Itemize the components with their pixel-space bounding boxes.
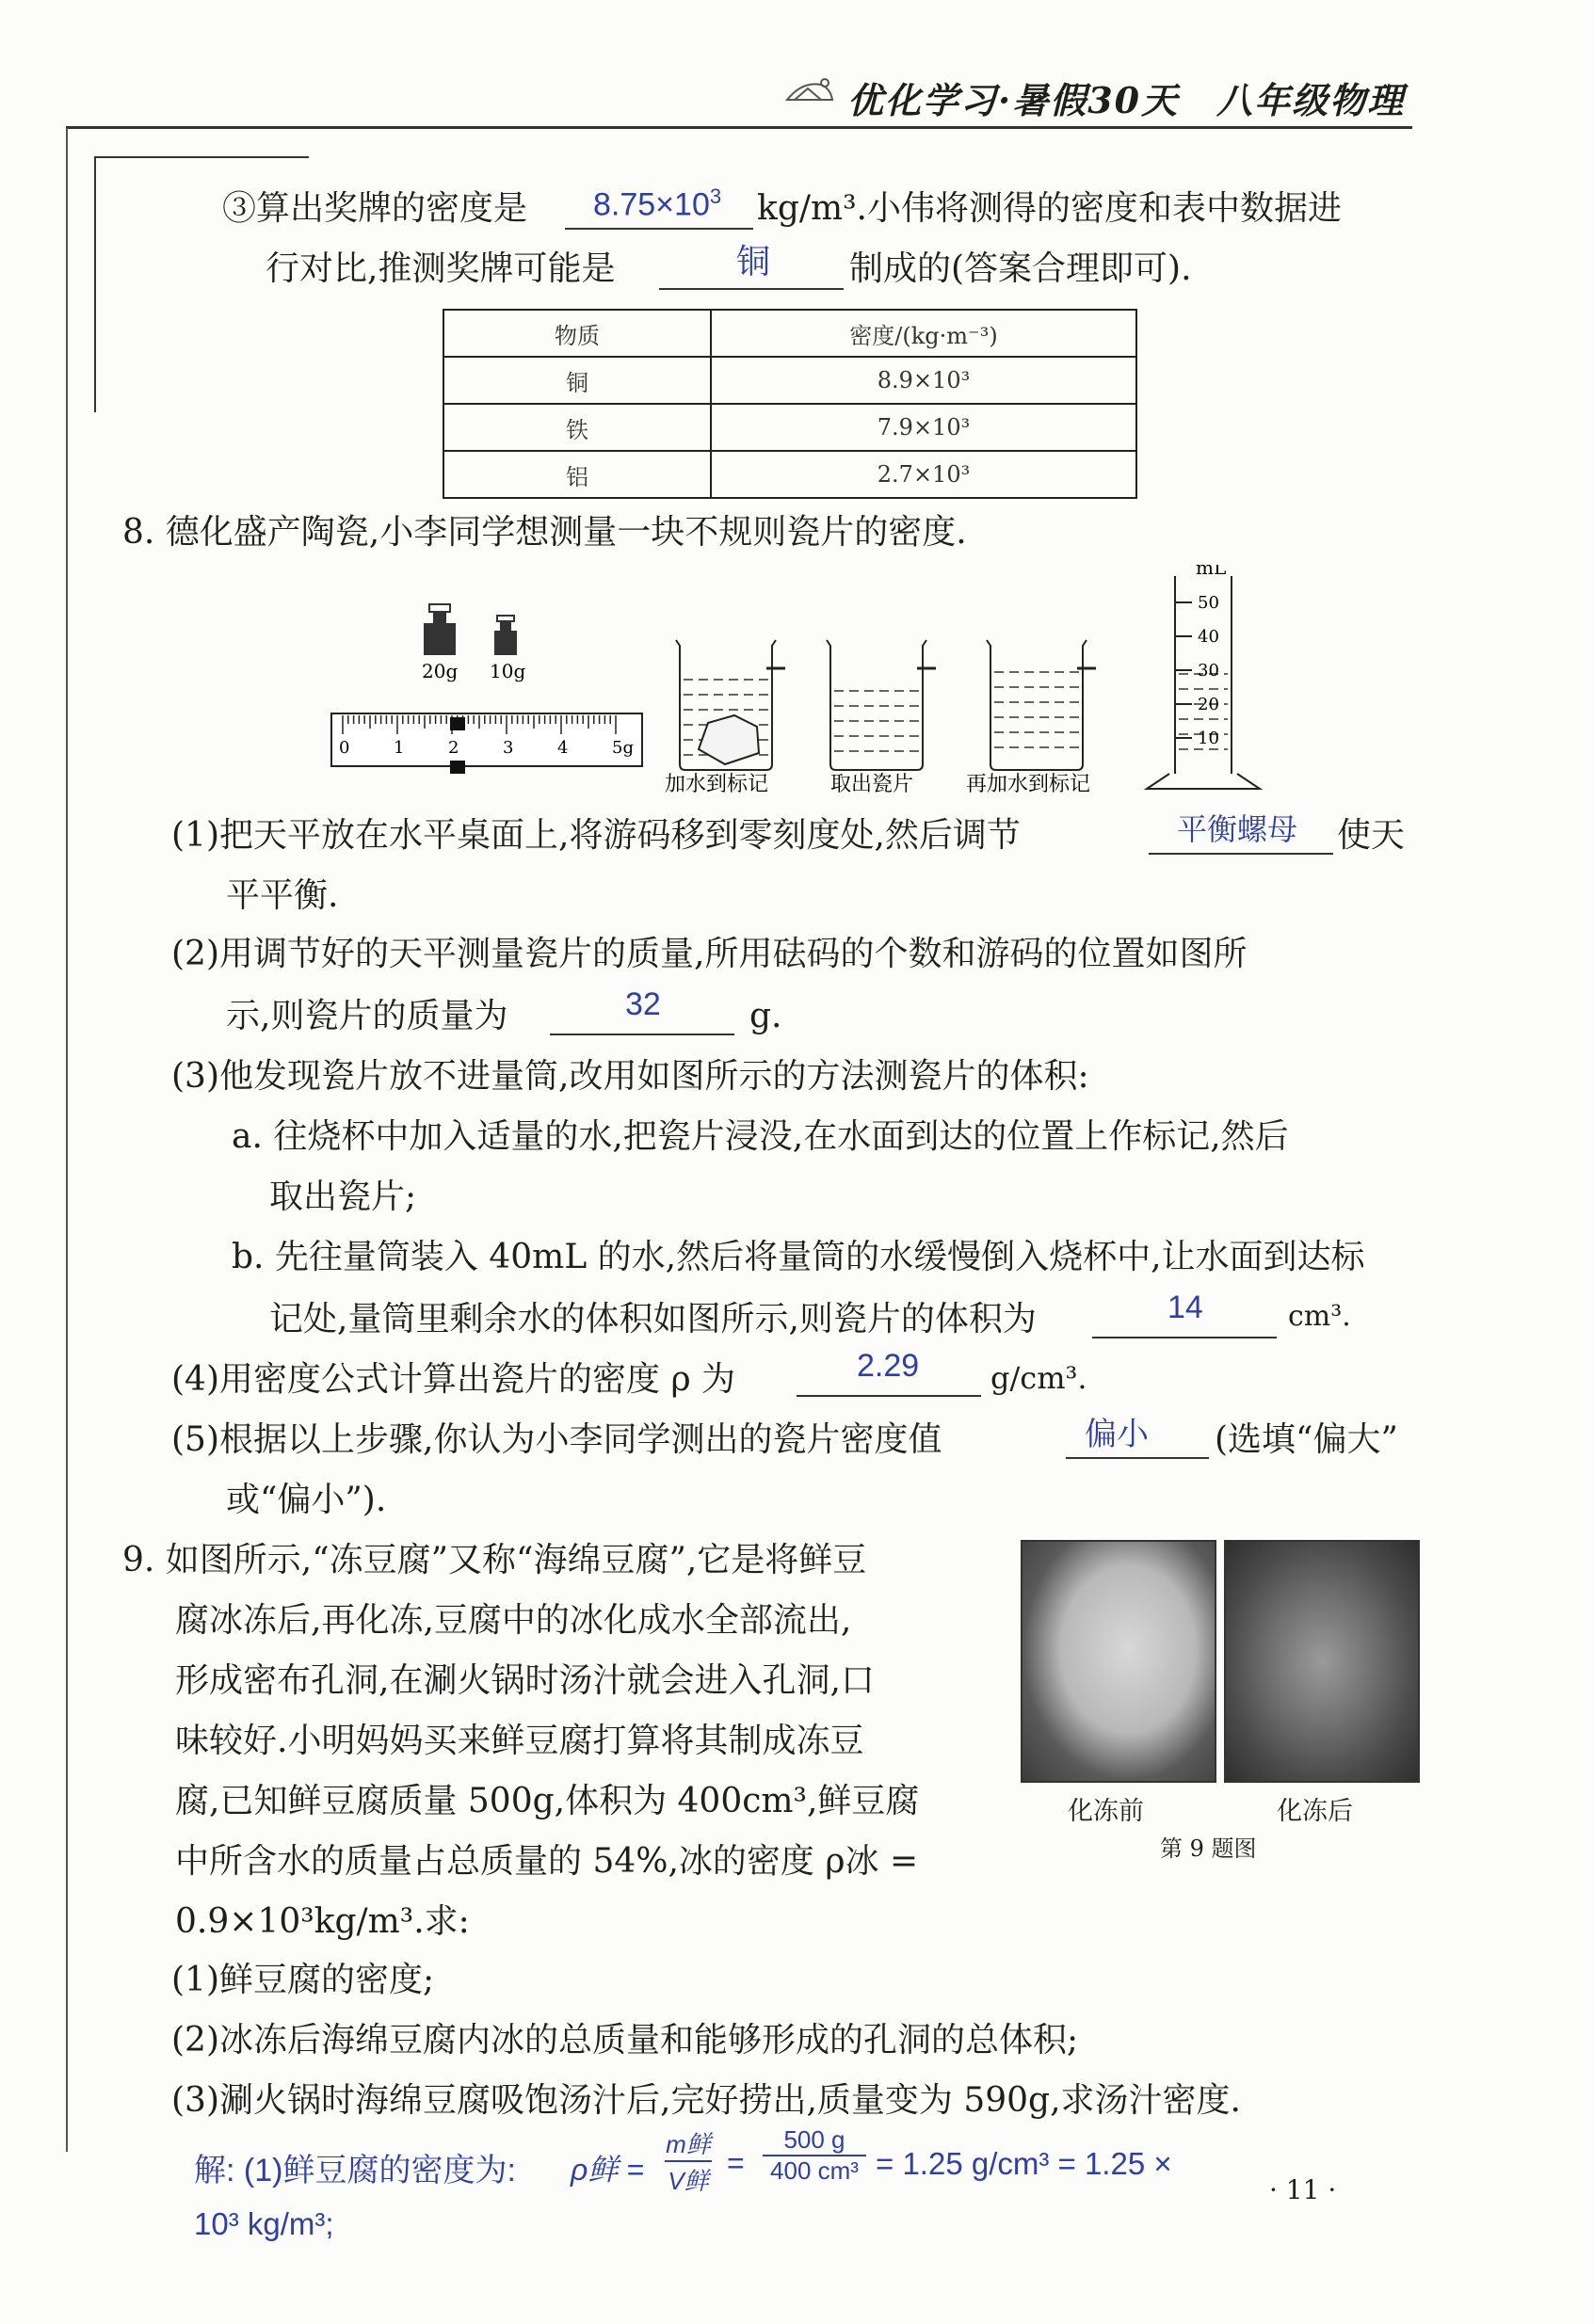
- cylinder-label: 10: [1198, 729, 1219, 748]
- beaker-caption: 取出瓷片: [830, 773, 914, 796]
- q8-p3-b-prefix: 记处,量筒里剩余水的体积如图所示,则瓷片的体积为: [269, 1300, 1037, 1338]
- q8-p1-prefix: (1)把天平放在水平桌面上,将游码移到零刻度处,然后调节: [171, 816, 1021, 855]
- q8-p5-suffix: (选填“偏大”: [1215, 1420, 1398, 1459]
- q8-p2-answer: 32: [625, 986, 661, 1022]
- q9-line: 9. 如图所示,“冻豆腐”又称“海绵豆腐”,它是将鲜豆: [122, 1541, 867, 1579]
- q9-line: 味较好.小明妈妈买来鲜豆腐打算将其制成冻豆: [175, 1722, 864, 1760]
- ruler-label: 5g: [612, 738, 634, 758]
- ceramic-piece-icon: [699, 715, 759, 764]
- q8-p4-prefix: (4)用密度公式计算出瓷片的密度 ρ 为: [171, 1360, 736, 1399]
- q7-material-answer: 铜: [736, 242, 771, 280]
- table-row: [443, 451, 1136, 498]
- q8-p3-blank: [1092, 1337, 1277, 1338]
- density-table: [443, 309, 1137, 499]
- q8-p4-answer: 2.29: [857, 1348, 920, 1384]
- ruler-label: 1: [394, 738, 405, 758]
- page-number: · 11 ·: [1269, 2174, 1337, 2205]
- table-row: [443, 404, 1136, 451]
- tofu-before-photo: [1021, 1540, 1216, 1783]
- table-cell: 铁: [443, 404, 711, 451]
- q9-line: 形成密布孔洞,在涮火锅时汤汁就会进入孔洞,口: [175, 1661, 875, 1700]
- table-cell: 8.9×10³: [711, 357, 1136, 404]
- q9-line: 腐,已知鲜豆腐质量 500g,体积为 400cm³,鲜豆腐: [175, 1782, 920, 1820]
- q8-p2-suffix: g.: [749, 997, 782, 1035]
- q9-line: 中所含水的质量占总质量的 54%,冰的密度 ρ冰 =: [175, 1842, 919, 1881]
- q8-p3-answer: 14: [1167, 1290, 1203, 1325]
- header-logo-icon: [783, 72, 836, 109]
- ruler-label: 2: [448, 738, 459, 758]
- cylinder-label: 20: [1198, 695, 1219, 714]
- table-cell: 铝: [443, 451, 711, 498]
- q8-p5-answer: 偏小: [1085, 1417, 1149, 1452]
- table-cell: 铜: [443, 357, 711, 404]
- ruler-label: 4: [557, 738, 569, 758]
- fraction-numerator: 500 g: [763, 2125, 866, 2156]
- q8-p1-line2: 平平衡.: [226, 876, 339, 915]
- q8-p1-answer: 平衡螺母: [1177, 812, 1298, 846]
- cylinder-label: 30: [1198, 661, 1219, 681]
- table-cell: 2.7×10³: [711, 451, 1136, 498]
- q8-p5-blank: [1066, 1457, 1209, 1459]
- q7-line2-suffix: 制成的(答案合理即可).: [849, 249, 1192, 288]
- solution-fraction-symbolic: [665, 2125, 712, 2197]
- q7-line1-suffix: kg/m³.小伟将测得的密度和表中数据进: [757, 189, 1343, 228]
- ruler-label: 3: [503, 738, 514, 758]
- q8-p2-line1: (2)用调节好的天平测量瓷片的质量,所用砝码的个数和游码的位置如图所: [171, 935, 1248, 973]
- ruler-label: 0: [339, 738, 350, 758]
- q8-figure: [330, 565, 1280, 800]
- q8-p3-line1: (3)他发现瓷片放不进量筒,改用如图所示的方法测瓷片的体积:: [171, 1057, 1089, 1096]
- table-header-substance: 物质: [443, 310, 711, 357]
- cylinder-unit: mL: [1196, 565, 1227, 579]
- q7-line2-prefix: 行对比,推测奖牌可能是: [266, 249, 616, 288]
- q9-sub3: (3)涮火锅时海绵豆腐吸饱汤汁后,完好捞出,质量变为 590g,求汤汁密度.: [171, 2081, 1241, 2120]
- figure-caption: 第 9 题图: [1160, 1835, 1257, 1862]
- q8-p3-suffix: cm³.: [1288, 1300, 1351, 1333]
- beaker-icon: [987, 640, 1096, 770]
- q7-material-blank: [659, 288, 844, 290]
- cylinder-label: 40: [1198, 627, 1219, 647]
- q9-sub2: (2)冰冻后海绵豆腐内冰的总质量和能够形成的孔洞的总体积;: [171, 2021, 1079, 2060]
- photo-caption-after: 化冻后: [1277, 1797, 1353, 1826]
- solution-equals: =: [727, 2146, 745, 2180]
- left-margin-rule: [66, 128, 68, 2152]
- balance-ruler: [331, 713, 642, 766]
- q7-density-blank: [565, 228, 753, 230]
- solution-fraction-numeric: [763, 2125, 866, 2186]
- table-row: [443, 357, 1136, 404]
- q8-p2-prefix: 示,则瓷片的质量为: [226, 997, 508, 1035]
- fraction-numerator: m鲜: [665, 2125, 712, 2162]
- q8-p3-b-line1: b. 先往量筒装入 40mL 的水,然后将量筒的水缓慢倒入烧杯中,让水面到达标: [232, 1238, 1365, 1276]
- solution-intro: 解: (1)鲜豆腐的密度为:: [194, 2153, 516, 2188]
- weight-10g-icon: [494, 616, 517, 655]
- photo-caption-before: 化冻前: [1068, 1797, 1144, 1826]
- table-cell: 7.9×10³: [711, 404, 1136, 451]
- table-header-density: 密度/(kg·m⁻³): [711, 310, 1136, 357]
- q8-p1-suffix: 使天: [1337, 816, 1406, 855]
- q8-p4-suffix: g/cm³.: [990, 1360, 1087, 1396]
- solution-line2: 10³ kg/m³;: [194, 2206, 334, 2241]
- q8-p1-blank: [1149, 853, 1333, 855]
- solution-result: = 1.25 g/cm³ = 1.25 ×: [876, 2146, 1172, 2181]
- q8-stem: 8. 德化盛产陶瓷,小李同学想测量一块不规则瓷片的密度.: [122, 513, 967, 552]
- tofu-after-photo: [1224, 1540, 1420, 1783]
- header-title: 优化学习·暑假30天 八年级物理: [847, 79, 1406, 121]
- q8-p3-a-line1: a. 往烧杯中加入适量的水,把瓷片浸没,在水面到达的位置上作标记,然后: [232, 1117, 1289, 1156]
- solution-rho: ρ鲜 =: [571, 2153, 644, 2187]
- q9-line: 腐冰冻后,再化冻,豆腐中的冰化成水全部流出,: [175, 1601, 852, 1640]
- q8-p5-line2: 或“偏小”).: [226, 1481, 387, 1519]
- q9-sub1: (1)鲜豆腐的密度;: [171, 1961, 435, 1999]
- rider-bottom: [450, 761, 465, 774]
- cylinder-label: 50: [1198, 593, 1219, 613]
- fraction-denominator: 400 cm³: [770, 2156, 859, 2185]
- q8-p4-blank: [797, 1395, 981, 1397]
- q8-p3-a-line2: 取出瓷片;: [269, 1178, 417, 1216]
- q7-line1-prefix: ③算出奖牌的密度是: [222, 189, 528, 228]
- fraction-denominator: V鲜: [668, 2167, 709, 2195]
- beaker-caption: 加水到标记: [665, 773, 769, 796]
- weight-label-10g: 10g: [490, 660, 526, 682]
- q8-p5-prefix: (5)根据以上步骤,你认为小李同学测出的瓷片密度值: [171, 1420, 942, 1459]
- header-rule: [66, 126, 1412, 129]
- q8-p2-blank: [550, 1034, 734, 1035]
- q7-density-answer: $8.75\times 10^3$: [593, 184, 722, 223]
- q9-line: 0.9×10³kg/m³.求:: [175, 1902, 470, 1941]
- beaker-caption: 再加水到标记: [966, 773, 1091, 796]
- rider-top: [450, 717, 465, 730]
- weight-label-20g: 20g: [422, 660, 459, 682]
- weight-20g-icon: [424, 604, 456, 655]
